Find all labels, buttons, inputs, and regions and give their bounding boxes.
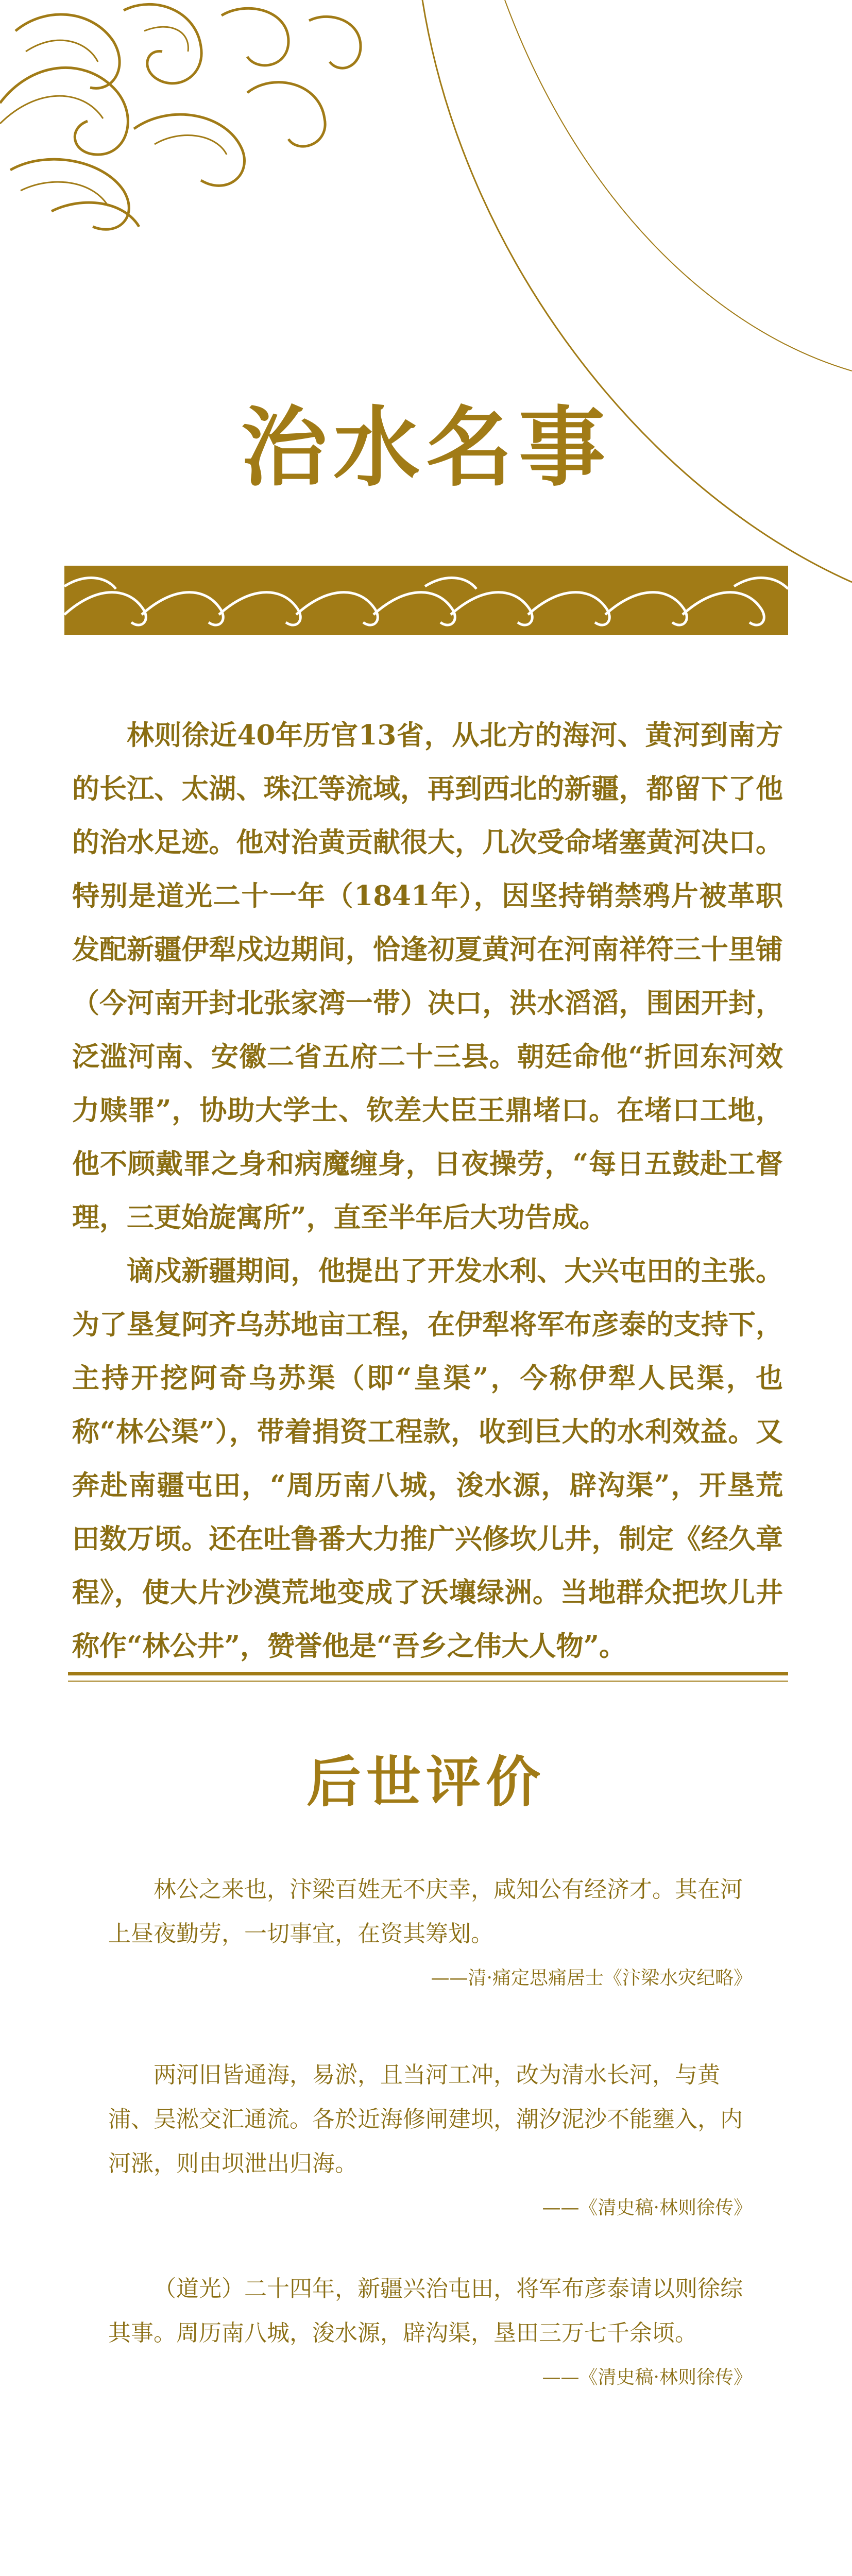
cloud-scroll-ornament	[0, 0, 371, 242]
wave-band-top	[64, 566, 788, 635]
quote-source: ——《清史稿·林则徐传》	[542, 2197, 752, 2218]
quote-text: 林公之来也，汴梁百姓无不庆幸，咸知公有经济才。其在河上昼夜勤劳，一切事宜，在资其筹划。	[108, 1876, 743, 1947]
quote-source: ——清·痛定思痛居士《汴梁水灾纪略》	[431, 1968, 752, 1989]
divider	[68, 1672, 788, 1675]
quote-text: （道光）二十四年，新疆兴治屯田，将军布彦泰请以则徐综其事。周历南八城，浚水源，辟沟渠，垦田三万七千余顷。	[108, 2276, 743, 2346]
paragraph: 谪戍新疆期间，他提出了开发水利、大兴屯田的主张。为了垦复阿齐乌苏地亩工程，在伊犁将军布彦泰的支持下，主持开挖阿奇乌苏渠（即“皇渠”，今称伊犁人民渠，也称“林公渠”），带着捐资工程款，收到巨大的水利效益。又奔赴南疆屯田，“周历南八城，浚水源，辟沟渠”，开垦荒田数万顷。还在吐鲁番大力推广兴修坎儿井，制定《经久章程》，使大片沙漠荒地变成了沃壤绿洲。当地群众把坎儿井称作“林公井”，赞誉他是“吾乡之伟大人物”。	[72, 1255, 783, 1662]
page-title: 治水名事	[241, 396, 611, 498]
quote-block	[108, 1868, 752, 1996]
divider	[68, 1681, 788, 1682]
quote-source: ——《清史稿·林则徐传》	[542, 2367, 752, 2388]
quote-block	[108, 2053, 752, 2226]
quote-text: 两河旧皆通海，易淤，且当河工冲，改为清水长河，与黄浦、吴淞交汇通流。各於近海修闸建坝，潮汐泥沙不能壅入，内河涨，则由坝泄出归海。	[108, 2062, 743, 2177]
paragraph: 林则徐近40年历官13省，从北方的海河、黄河到南方的长江、太湖、珠江等流域，再到西北的新疆，都留下了他的治水足迹。他对治黄贡献很大，几次受命堵塞黄河决口。特别是道光二十一年（1841年），因坚持销禁鸦片被革职发配新疆伊犁戍边期间，恰逢初夏黄河在河南祥符三十里铺（今河南开封北张家湾一带）决口，洪水滔滔，围困开封，泛滥河南、安徽二省五府二十三县。朝廷命他“折回东河效力赎罪”，协助大学士、钦差大臣王鼎堵口。在堵口工地，他不顾戴罪之身和病魔缠身，日夜操劳，“每日五鼓赴工督理，三更始旋寓所”，直至半年后大功告成。	[72, 719, 783, 1233]
body-text	[72, 708, 783, 1673]
quote-block	[108, 2267, 752, 2396]
section-title: 后世评价	[306, 1750, 546, 1814]
